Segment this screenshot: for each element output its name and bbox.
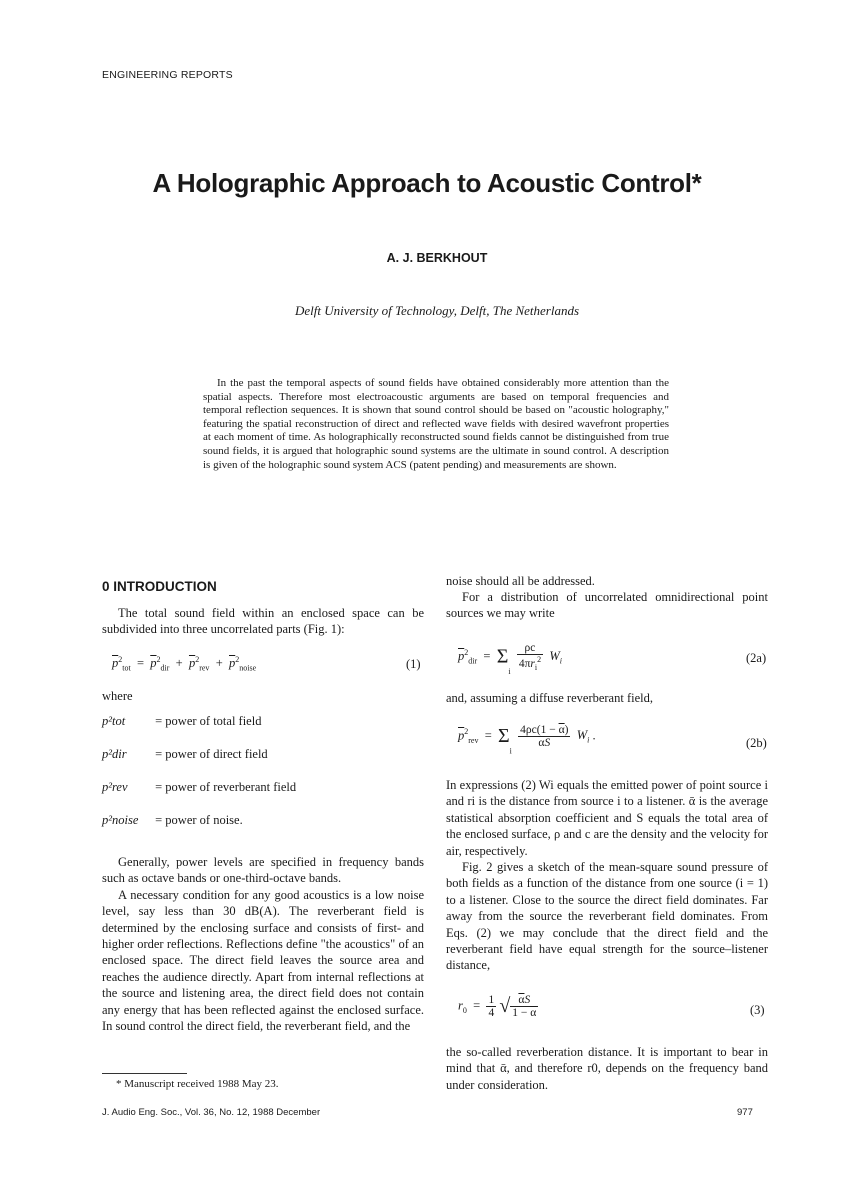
paragraph-text: the so-called reverberation distance. It is important to bear in mind that ᾱ, and therefore r0, depends on the frequency band under consideration. <box>446 1045 768 1092</box>
footnote: * Manuscript received 1988 May 23. <box>116 1078 279 1090</box>
paragraph-text: Fig. 2 gives a sketch of the mean-square sound pressure of both fields as a function of the distance from one source (i = 1) to a listener. Close to the source the direct field dominates. Far away from the source the reverberant field dominates. From Eqs. (2) we may conclude that the direct field and the reverberant field have equal strength for the source–listener distance, <box>446 860 768 973</box>
paragraph-text: The total sound field within an enclosed space can be subdivided into three uncorrelated parts (Fig. 1): <box>102 606 424 637</box>
footnote-divider <box>102 1073 187 1074</box>
equation-3: $r_0$ = $\frac{1}{4}$ √ $\frac{\alpha S}{1 - \overline{\alpha}}$ <box>458 994 537 1019</box>
right-paragraph-2 <box>446 690 768 706</box>
journal-citation: J. Audio Eng. Soc., Vol. 36, No. 12, 1988 December <box>102 1107 321 1118</box>
definition-text: = power of direct field <box>155 747 268 761</box>
where-label: where <box>102 689 133 703</box>
definition-row <box>102 780 296 795</box>
equation-2a-number: (2a) <box>746 651 767 665</box>
equation-3-number: (3) <box>750 1003 765 1017</box>
definition-row <box>102 747 268 762</box>
intro-paragraph-2 <box>102 854 424 1034</box>
definition-row <box>102 813 243 828</box>
paragraph-text: In expressions (2) Wi equals the emitted power of point source i and ri is the distance from source i to a listener. ᾱ is the average statistical absorption coefficient and S equals the total area of the enclosed surface, ρ and c are the density and the velocity for air, respectively. <box>446 778 768 858</box>
affiliation: Delft University of Technology, Delft, The Netherlands <box>294 303 580 318</box>
equation-1-number: (1) <box>406 657 421 671</box>
intro-paragraph-1 <box>102 605 424 638</box>
page-number: 977 <box>737 1107 753 1118</box>
definition-text: = power of total field <box>155 714 262 728</box>
paragraph-text: Generally, power levels are specified in frequency bands such as octave bands or one-third-octave bands. <box>102 855 424 886</box>
paragraph-text: and, assuming a diffuse reverberant field, <box>446 691 653 705</box>
paragraph-text: For a distribution of uncorrelated omnidirectional point sources we may write <box>446 590 768 621</box>
right-paragraph-3 <box>446 777 768 974</box>
paragraph-text: noise should all be addressed. <box>446 574 595 588</box>
equation-2b-number: (2b) <box>746 736 767 750</box>
definition-symbol: p²tot <box>102 714 126 728</box>
definition-text: = power of noise. <box>155 813 243 827</box>
paragraph-text: A necessary condition for any good acoustics is a low noise level, say less than 30 dB(A). The reverberant field is determined by the enclosing surface and consists of first- and higher order reflections. Reflections define "the acoustics" of an enclosed space. The direct field leaves the source area and reaches the audience directly. Apart from internal reflections at the source and listening area, the direct field does not contain any energy that has been reflected against the enclosed surface. In sound control the direct field, the reverberant field, and the <box>102 887 424 1034</box>
definition-row <box>102 714 261 729</box>
definition-symbol: p²dir <box>102 747 127 761</box>
abstract: In the past the temporal aspects of sound fields have obtained considerably more attention than the spatial aspects. Therefore most electroacoustic arguments are based on temporal frequencies and temporal reflection sequences. It is shown that sound control should be based on "acoustic holography," featuring the spatial reconstruction of direct and reflected wave fields with desired wavefront properties at each moment of time. As holographically reconstructed sound fields cannot be distinguished from true sound fields, it is argued that holographic sound systems are the ultimate in sound control. A description is given of the holographic sound system ACS (patent pending) and measurements are shown. <box>203 377 669 471</box>
right-paragraph-1 <box>446 589 768 622</box>
equation-1: $\overline{p}^2_{tot} = \overline{p}^2_{dir} + \overline{p}^2_{rev} + \overline{p}^2_{noise}$ <box>112 655 257 673</box>
running-head: ENGINEERING REPORTS <box>102 69 233 81</box>
right-paragraph-0 <box>446 573 768 589</box>
paper-title: A Holographic Approach to Acoustic Control* <box>152 168 702 198</box>
definition-symbol: p²noise <box>102 813 139 827</box>
equation-2a: $\overline{p}^2_{dir} = \Sigma_i$ $\frac{\rho c}{4\pi r_i^2}$ $W_i$ <box>458 642 563 676</box>
definition-text: = power of reverberant field <box>155 780 297 794</box>
right-paragraph-4 <box>446 1044 768 1093</box>
definition-symbol: p²rev <box>102 780 128 794</box>
author: A. J. BERKHOUT <box>386 251 488 265</box>
section-heading: 0 INTRODUCTION <box>102 579 217 594</box>
equation-2b: $\overline{p}^2_{rev} = \Sigma_i$ $\frac{4\rho c(1 - \overline{\alpha})}{\overline{\alpha}S}$ $W_i$ . <box>458 724 596 756</box>
